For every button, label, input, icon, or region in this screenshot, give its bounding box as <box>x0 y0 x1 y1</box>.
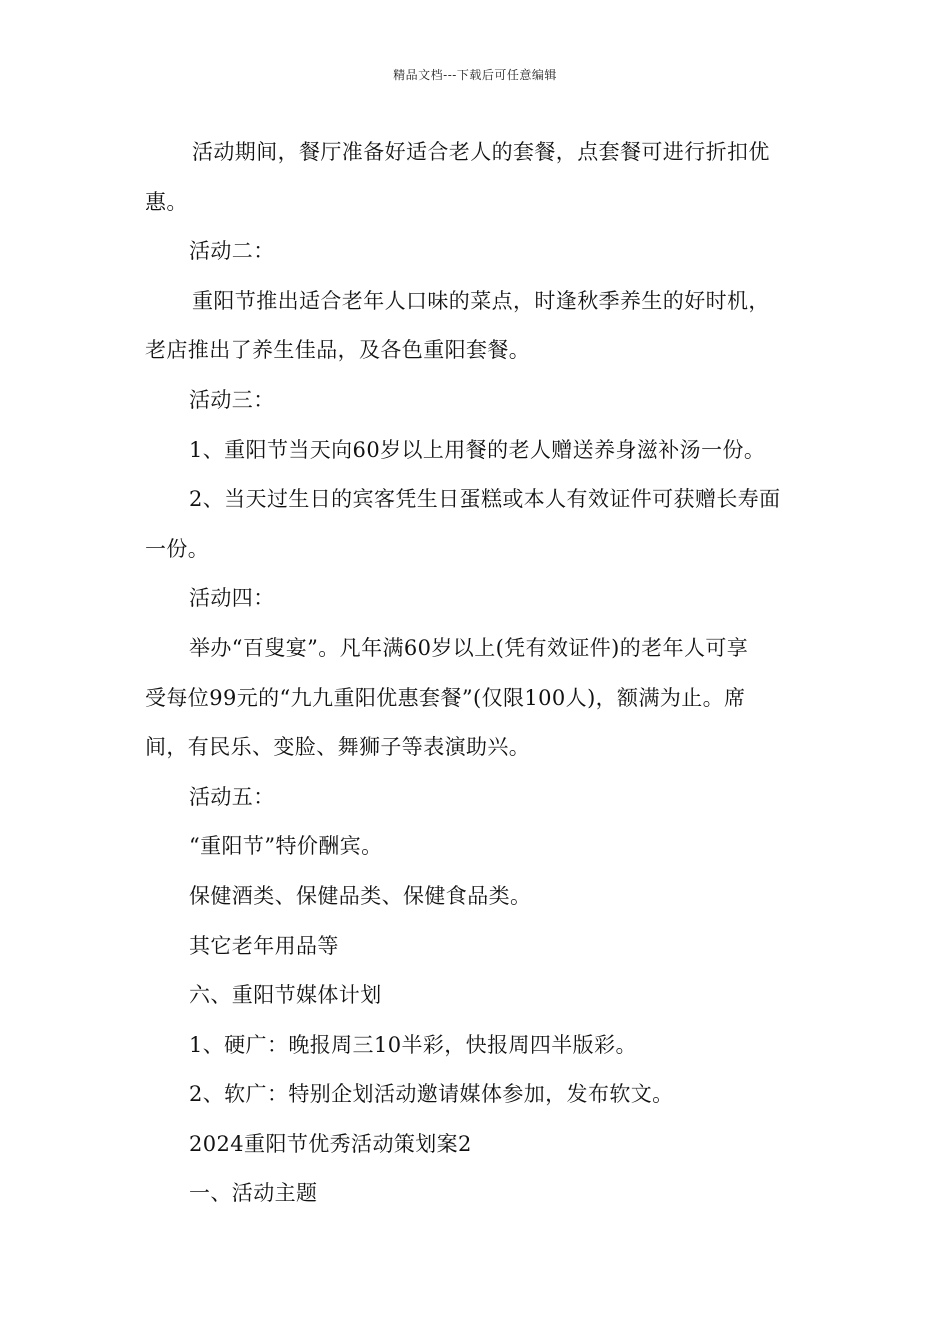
text-line: 保健酒类、保健品类、保健食品类。 <box>189 883 532 908</box>
text-line: 惠。 <box>145 189 188 214</box>
text-line: 老店推出了养生佳品，及各色重阳套餐。 <box>145 338 531 363</box>
text-line: 六、重阳节媒体计划 <box>189 983 382 1008</box>
text-line: 举办“百叟宴”。凡年满60岁以上(凭有效证件)的老年人可享 <box>189 635 749 660</box>
text-line: 其它老年用品等 <box>189 933 339 958</box>
text-line: 活动四： <box>189 586 275 611</box>
text-line: 2024重阳节优秀活动策划案2 <box>189 1131 472 1156</box>
text-line: 活动三： <box>189 387 275 412</box>
document-body <box>145 128 807 1219</box>
text-line: 活动二： <box>189 239 275 264</box>
text-line: 一、活动主题 <box>189 1181 318 1206</box>
text-line: 重阳节推出适合老年人口味的菜点，时逢秋季养生的好时机， <box>192 288 770 313</box>
text-line: 间，有民乐、变脸、舞狮子等表演助兴。 <box>145 735 531 760</box>
text-line: 活动五： <box>189 784 275 809</box>
text-line: “重阳节”特价酬宾。 <box>189 834 383 859</box>
text-line: 2、软广：特别企划活动邀请媒体参加，发布软文。 <box>189 1082 674 1107</box>
page-header: 精品文档---下载后可任意编辑 <box>393 68 557 82</box>
text-line: 2、当天过生日的宾客凭生日蛋糕或本人有效证件可获赠长寿面 <box>189 487 781 512</box>
text-line: 1、硬广：晚报周三10半彩，快报周四半版彩。 <box>189 1032 637 1057</box>
text-line: 活动期间，餐厅准备好适合老人的套餐，点套餐可进行折扣优 <box>192 140 770 164</box>
text-line: 受每位99元的“九九重阳优惠套餐”(仅限100人)，额满为止。席 <box>145 685 746 710</box>
text-line: 一份。 <box>145 536 210 561</box>
text-line: 1、重阳节当天向60岁以上用餐的老人赠送养身滋补汤一份。 <box>189 437 766 462</box>
